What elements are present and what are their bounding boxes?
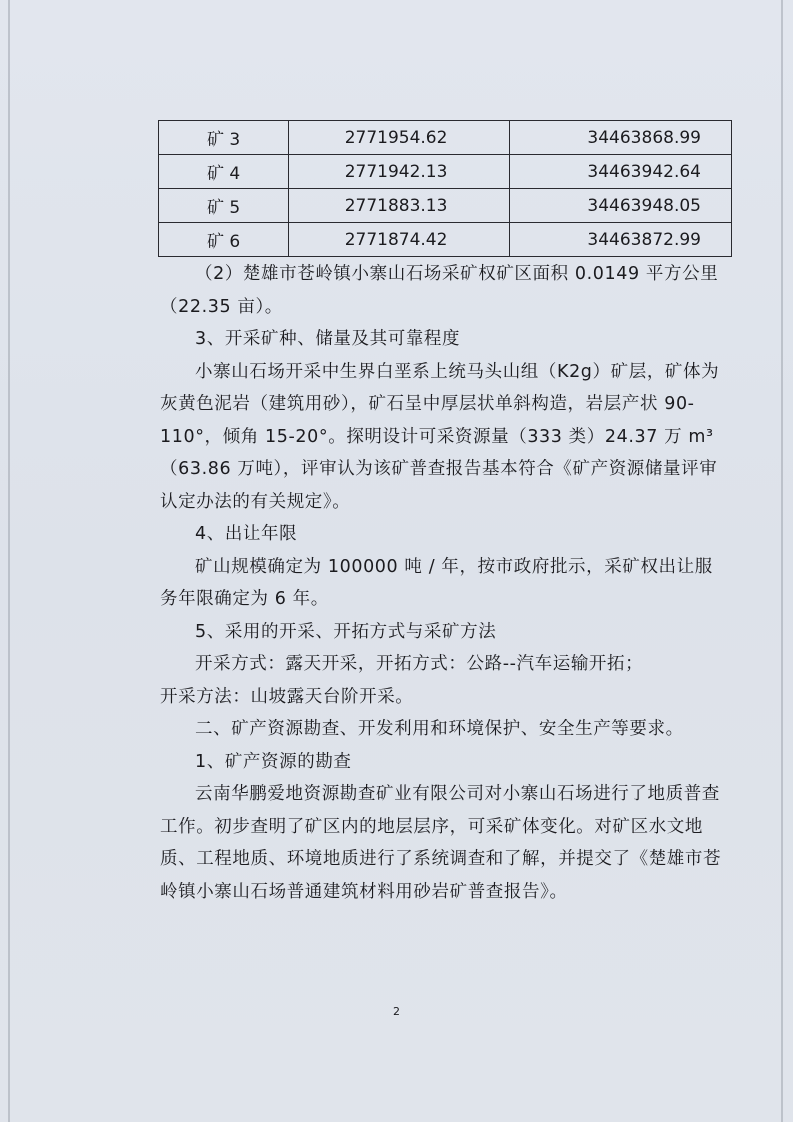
y-coordinate: 34463868.99 (510, 121, 732, 155)
page-number: 2 (393, 1005, 400, 1018)
point-name: 矿 4 (159, 155, 289, 189)
point-name: 矿 6 (159, 223, 289, 257)
table-row (159, 121, 732, 155)
x-coordinate: 2771874.42 (288, 223, 510, 257)
point-name: 矿 5 (159, 189, 289, 223)
reserves-paragraph: 小寨山石场开采中生界白垩系上统马头山组（K2g）矿层，矿体为灰黄色泥岩（建筑用砂），矿石呈中厚层状单斜构造，岩层产状 90-110°，倾角 15-20°。探明设计可采资源量（333 类）24.37 万 m³（63.86 万吨），评审认为该矿普查报告基本符合《矿产资源储量评审认定办法的有关规定》。 (160, 361, 720, 512)
table-row (159, 155, 732, 189)
exploration-paragraph: 云南华鹏爱地资源勘查矿业有限公司对小寨山石场进行了地质普查工作。初步查明了矿区内的地层层序，可采矿体变化。对矿区水文地质、工程地质、环境地质进行了系统调查和了解，并提交了《楚雄市苍岭镇小寨山石场普通建筑材料用砂岩矿普查报告》。 (160, 784, 722, 902)
scan-edge-left (8, 0, 10, 1122)
transfer-period-paragraph: 矿山规模确定为 100000 吨 / 年，按市政府批示，采矿权出让服务年限确定为 6 年。 (160, 556, 713, 609)
body-text (160, 258, 730, 908)
coordinate-table (158, 120, 732, 257)
mining-method-line-2: 开采方法：山坡露天台阶开采。 (160, 686, 414, 707)
section-heading-mineral-reserves: 3、开采矿种、储量及其可靠程度 (195, 329, 461, 349)
x-coordinate: 2771883.13 (288, 189, 510, 223)
scan-edge-right (781, 0, 783, 1122)
point-name: 矿 3 (159, 121, 289, 155)
y-coordinate: 34463948.05 (510, 189, 732, 223)
mining-method-line: 开采方式：露天开采，开拓方式：公路--汽车运输开拓； (195, 654, 644, 674)
x-coordinate: 2771942.13 (288, 155, 510, 189)
table-row (159, 223, 732, 257)
section-heading-exploration: 1、矿产资源的勘查 (195, 751, 352, 772)
y-coordinate: 34463872.99 (510, 223, 732, 257)
table-row (159, 189, 732, 223)
section-heading-mining-method: 5、采用的开采、开拓方式与采矿方法 (195, 621, 497, 642)
section-heading-requirements: 二、矿产资源勘查、开发利用和环境保护、安全生产等要求。 (195, 719, 684, 739)
section-heading-transfer-period: 4、出让年限 (195, 524, 298, 544)
x-coordinate: 2771954.62 (288, 121, 510, 155)
area-paragraph: （2）楚雄市苍岭镇小寨山石场采矿权矿区面积 0.0149 平方公里（22.35 亩）。 (160, 264, 719, 317)
y-coordinate: 34463942.64 (510, 155, 732, 189)
